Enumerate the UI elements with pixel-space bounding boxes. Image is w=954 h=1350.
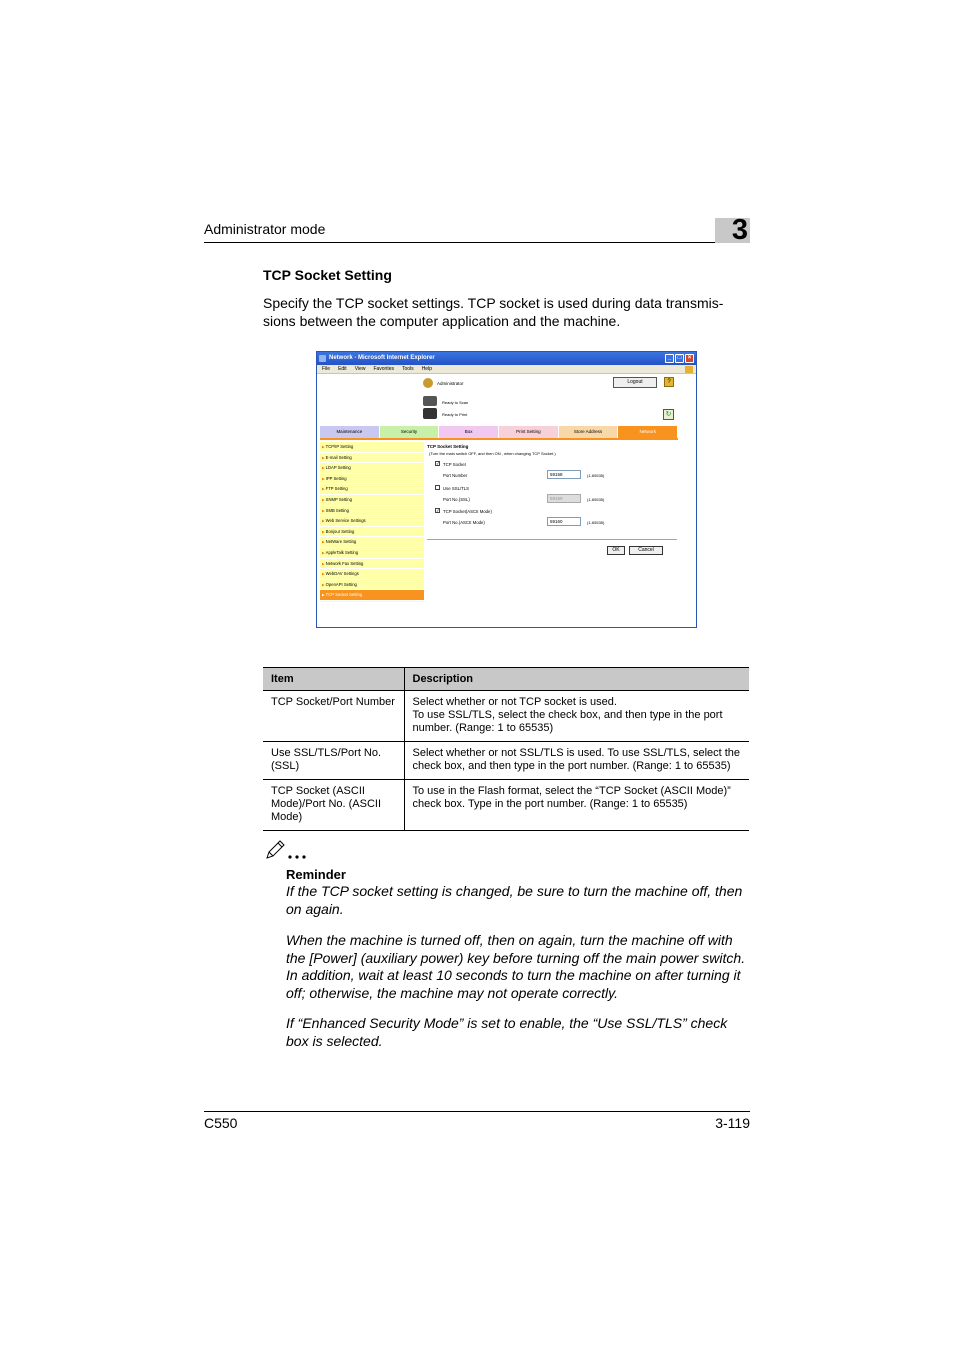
port-number-label: Port Number (443, 473, 468, 478)
window-titlebar (317, 352, 696, 365)
sidebar-item-ftp[interactable]: ▶ FTP Setting (320, 484, 424, 495)
tcp-socket-label: TCP Socket (443, 462, 466, 467)
row-item: Use SSL/TLS/Port No. (SSL) (263, 742, 404, 780)
menu-file[interactable]: File (322, 366, 331, 372)
menu-tools[interactable]: Tools (402, 366, 414, 372)
browser-screenshot (316, 351, 697, 628)
row-description: Select whether or not SSL/TLS is used. To use SSL/TLS, select the check box, and then type in the port number. (Range: 1 to 65535) (404, 742, 749, 780)
header-item: Item (263, 668, 404, 691)
tab-maintenance[interactable]: Maintenance (320, 426, 380, 438)
row-description (404, 691, 749, 742)
sidebar-item-netware[interactable]: ▶ NetWare Setting (320, 537, 424, 548)
minimize-icon[interactable]: _ (665, 354, 674, 363)
intro-paragraph: Specify the TCP socket settings. TCP socket is used during data transmis- sions between the computer application and the machine. (263, 295, 724, 329)
printer-icon (423, 408, 437, 419)
window-title: Network - Microsoft Internet Explorer (329, 355, 435, 361)
sidebar-item-appletalk[interactable]: ▶ AppleTalk Setting (320, 548, 424, 559)
sidebar-item-openapi[interactable]: ▶ OpenAPI Setting (320, 580, 424, 591)
panel-note: (Turn the main switch OFF, and then ON , when changing TCP Socket.) (429, 451, 556, 456)
menu-bar (317, 365, 696, 374)
chapter-number: 3 (731, 214, 748, 246)
reminder-paragraph-1: If the TCP socket setting is changed, be sure to turn the machine off, then on again. (286, 883, 743, 917)
row-description: To use in the Flash format, select the “TCP Socket (ASCII Mode)” check box. Type in the port number. (Range: 1 to 65535) (404, 780, 749, 831)
windows-logo-icon (685, 366, 693, 373)
sidebar-item-ipp[interactable]: ▶ IPP Setting (320, 474, 424, 485)
footer-model: C550 (204, 1115, 238, 1131)
port-range-3: (1-65535) (587, 520, 605, 525)
sidebar (320, 442, 424, 602)
sidebar-item-ldap[interactable]: ▶ LDAP Setting (320, 463, 424, 474)
reminder-paragraph-3: If “Enhanced Security Mode” is set to enable, the “Use SSL/TLS” check box is selected. (286, 1015, 728, 1049)
admin-icon (423, 378, 433, 388)
tcp-socket-checkbox[interactable]: ✓ (436, 461, 440, 466)
panel-title: TCP Socket Setting (427, 444, 469, 449)
sidebar-item-tcp-socket[interactable]: ▶ TCP Socket Setting (320, 590, 424, 601)
sidebar-item-smb[interactable]: ▶ SMB Setting (320, 506, 424, 517)
tcp-ascii-checkbox[interactable]: ✓ (436, 508, 440, 513)
logout-button[interactable]: Logout (613, 377, 657, 388)
tab-store-address[interactable]: Store Address (559, 426, 619, 438)
port-ascii-input[interactable]: 59160 (547, 517, 581, 526)
ie-icon (319, 355, 326, 362)
row-desc-line2: To use SSL/TLS, select the check box, and then type in the port number. (Range: 1 to 65535) (412, 709, 723, 734)
menu-edit[interactable]: Edit (338, 366, 347, 372)
tcp-ascii-label: TCP Socket(ASCII Mode) (443, 509, 492, 514)
row-item: TCP Socket/Port Number (263, 691, 404, 742)
maximize-icon[interactable]: □ (675, 354, 684, 363)
help-icon[interactable]: ? (664, 377, 674, 387)
scan-status: Ready to Scan (442, 400, 469, 405)
port-range-1: (1-65535) (587, 473, 605, 478)
pencil-icon (264, 838, 312, 862)
table-row (263, 780, 749, 831)
refresh-icon[interactable]: ↻ (663, 409, 674, 420)
section-title: TCP Socket Setting (263, 267, 392, 283)
row-item: TCP Socket (ASCII Mode)/Port No. (ASCII Mode) (263, 780, 404, 831)
admin-label: Administrator (437, 381, 464, 386)
close-icon[interactable]: × (685, 354, 694, 363)
use-ssl-checkbox[interactable] (435, 485, 440, 490)
row-desc-line1: Select whether or not TCP socket is used. (412, 696, 617, 708)
description-table (263, 667, 749, 831)
scanner-icon (423, 396, 437, 406)
tab-bar (320, 426, 678, 438)
menu-favorites[interactable]: Favorites (373, 366, 394, 372)
header-description: Description (404, 668, 749, 691)
settings-panel (427, 444, 677, 599)
tab-underline (320, 438, 678, 440)
port-range-2: (1-65535) (587, 497, 605, 502)
sidebar-item-bonjour[interactable]: ▶ Bonjour Setting (320, 527, 424, 538)
sidebar-item-snmp[interactable]: ▶ SNMP Setting (320, 495, 424, 506)
sidebar-item-webdav[interactable]: ▶ WebDAV Settings (320, 569, 424, 580)
reminder-title: Reminder (286, 867, 346, 882)
menu-help[interactable]: Help (421, 366, 432, 372)
port-ssl-label: Port No.(SSL) (443, 497, 470, 502)
running-header: Administrator mode (204, 221, 326, 237)
table-row (263, 691, 749, 742)
reminder-paragraph-2: When the machine is turned off, then on again, turn the machine off with the [Power] (auxiliary power) key before turning off the main power switch. In addition, wait at least 10 seconds to turn the machine on after turning it off; otherwise, the machine may not operate correctly. (286, 932, 746, 1001)
table-header-row (263, 668, 749, 691)
panel-divider (427, 539, 677, 540)
header-rule (204, 242, 750, 243)
sidebar-item-email[interactable]: ▶ E-mail Setting (320, 453, 424, 464)
footer-rule (204, 1111, 750, 1112)
menu-view[interactable]: View (354, 366, 366, 372)
port-ascii-label: Port No.(ASCII Mode) (443, 520, 485, 525)
sidebar-item-network-fax[interactable]: ▶ Network Fax Setting (320, 559, 424, 570)
sidebar-item-web-service[interactable]: ▶ Web Service Settings (320, 516, 424, 527)
port-ssl-input[interactable]: 59159 (547, 494, 581, 503)
table-row (263, 742, 749, 780)
footer-page-number: 3-119 (715, 1115, 750, 1131)
ok-button[interactable]: OK (607, 546, 625, 555)
tab-box[interactable]: Box (439, 426, 499, 438)
sidebar-item-tcpip[interactable]: ▶ TCP/IP Setting (320, 442, 424, 453)
tab-security[interactable]: Security (380, 426, 440, 438)
use-ssl-label: Use SSL/TLS (443, 486, 470, 491)
tab-network[interactable]: Network (618, 426, 678, 438)
port-number-input[interactable]: 59158 (547, 470, 581, 479)
cancel-button[interactable]: Cancel (629, 546, 663, 555)
print-status: Ready to Print (442, 412, 468, 417)
tab-print-setting[interactable]: Print Setting (499, 426, 559, 438)
